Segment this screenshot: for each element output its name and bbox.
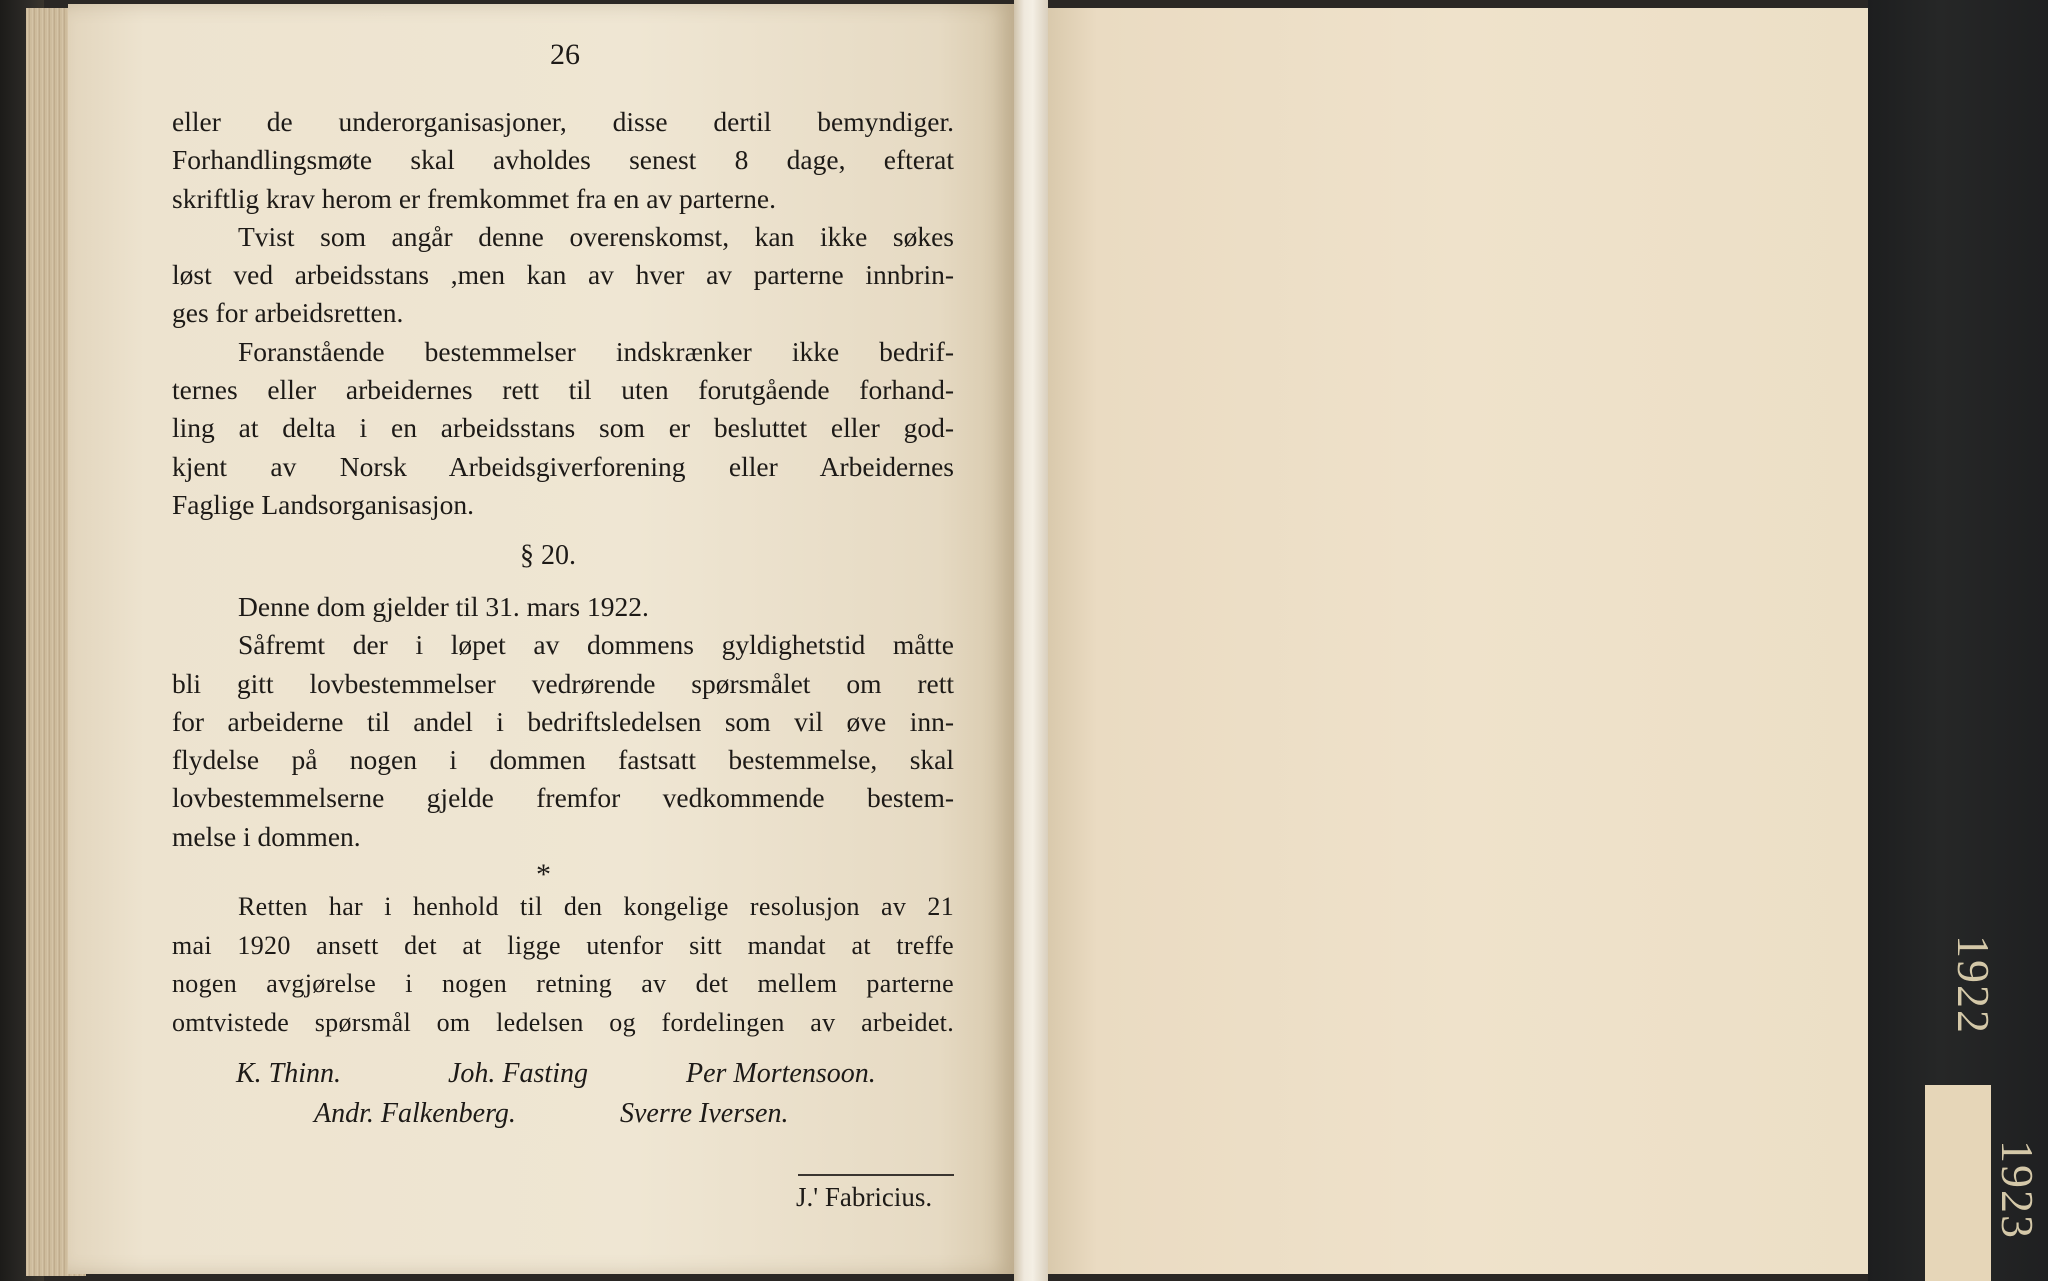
text-line: eller de underorganisasjoner, disse dertil bemyndiger.	[172, 106, 954, 137]
text-line: flydelse på nogen i dommen fastsatt bestemmelse, skal	[172, 744, 954, 776]
signature-fasting: Joh. Fasting	[448, 1058, 588, 1089]
signature-thinn: K. Thinn.	[236, 1058, 342, 1089]
text-line: kjent av Norsk Arbeidsgiverforening eller Arbeidernes	[172, 450, 954, 482]
spine-label-1922: 1922	[1948, 935, 1999, 1035]
spine-label-1923: 1923	[1992, 1140, 2043, 1240]
text-line: lovbestemmelserne gjelde fremfor vedkommende bestem-	[172, 782, 954, 814]
text-line: omtvistede spørsmål om ledelsen og fordelingen av arbeidet.	[172, 1007, 954, 1037]
text-line: Denne dom gjelder til 31. mars 1922.	[238, 591, 649, 622]
text-line: bli gitt lovbestemmelser vedrørende spørsmålet om rett	[172, 667, 954, 699]
text-line: Foranstående bestemmelser indskrænker ikke bedrif-	[238, 335, 954, 367]
resolution-paragraph	[172, 888, 954, 1042]
text-line: skriftlig krav herom er fremkommet fra en av parterne.	[172, 182, 776, 214]
text-line: ges for arbeidsretten.	[172, 297, 404, 329]
text-line: Retten har i henhold til den kongelige resolusjon av 21	[238, 892, 954, 921]
page-number: 26	[550, 38, 580, 71]
signature-iversen: Sverre Iversen.	[620, 1098, 789, 1129]
signature-rule	[798, 1174, 954, 1176]
text-block-bottom	[172, 588, 954, 856]
clerk-signature: J.' Fabricius.	[796, 1182, 933, 1212]
text-block-top	[172, 103, 954, 524]
text-line: melse i dommen.	[172, 820, 361, 852]
signature-falkenberg: Andr. Falkenberg.	[314, 1098, 516, 1129]
section-heading: § 20.	[520, 540, 576, 571]
book-gutter	[1014, 0, 1048, 1281]
page-stack-right	[1925, 1085, 1991, 1281]
text-line: ling at delta i en arbeidsstans som er besluttet eller god-	[172, 412, 954, 444]
right-page-blank	[1048, 8, 1868, 1274]
text-line: mai 1920 ansett det at ligge utenfor sitt mandat at treffe	[172, 930, 954, 960]
signature-mortensoon: Per Mortensoon.	[686, 1058, 876, 1089]
asterisk-separator: *	[536, 858, 551, 891]
text-line: Såfremt der i løpet av dommens gyldighetstid måtte	[238, 629, 954, 661]
text-line: nogen avgjørelse i nogen retning av det mellem parterne	[172, 969, 954, 998]
text-line: Faglige Landsorganisasjon.	[172, 488, 474, 520]
text-line: Forhandlingsmøte skal avholdes senest 8 dage, efterat	[172, 144, 954, 176]
text-line: for arbeiderne til andel i bedriftsledelsen som vil øve inn-	[172, 705, 954, 737]
text-line: løst ved arbeidsstans ,men kan av hver av parterne innbrin-	[172, 259, 954, 291]
text-line: Tvist som angår denne overenskomst, kan ikke søkes	[238, 220, 954, 252]
text-line: ternes eller arbeidernes rett til uten forutgående forhand-	[172, 374, 954, 406]
